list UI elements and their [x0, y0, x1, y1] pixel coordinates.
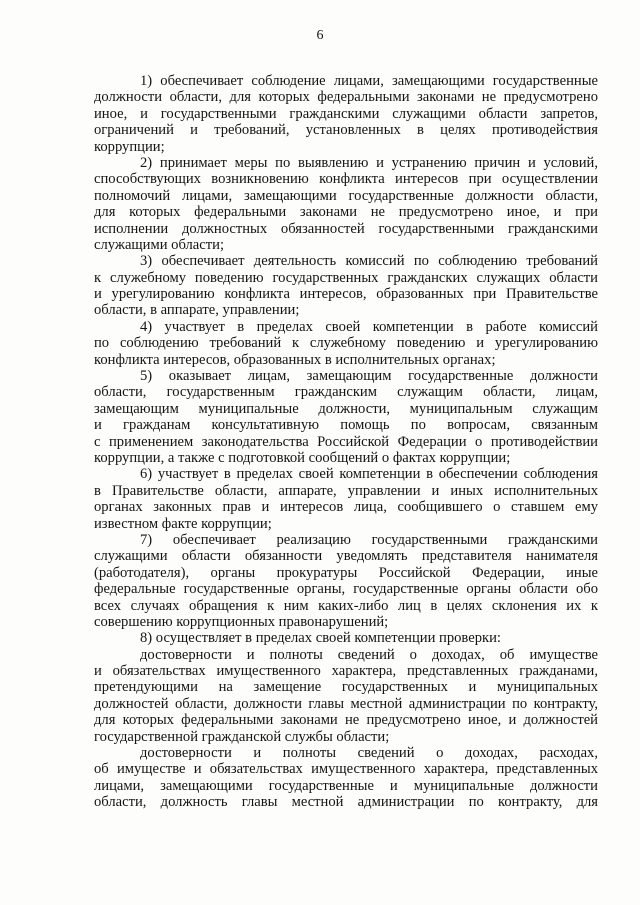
text-line: всех случаях обращения к ним каких-либо лиц в целях склонения их к [94, 597, 598, 614]
text-line: конфликта интересов, образованных в исполнительных органах; [94, 351, 496, 368]
paragraph [94, 155, 598, 253]
text-line: 5) оказывает лицам, замещающим государственные должности [140, 368, 598, 385]
text-line: достоверности и полноты сведений о доходах, об имуществе [140, 646, 598, 663]
text-line: для которых федеральными законами не предусмотрено иное, и при [94, 204, 598, 221]
text-line: и гражданам консультативную помощь по вопросам, связанным [94, 417, 598, 434]
text-line: области, должность главы местной администрации по контракту, для [94, 794, 598, 811]
paragraph [94, 466, 598, 532]
text-line: в Правительстве области, аппарате, управлении и иных исполнительных [94, 482, 598, 499]
text-line: служащими области; [94, 236, 225, 253]
text-line: полномочий лицами, замещающими государственные должности области, [94, 187, 598, 204]
text-line: достоверности и полноты сведений о доходах, расходах, [140, 745, 598, 762]
text-line: коррупции; [94, 138, 165, 155]
text-line: ограничений и требований, установленных в целях противодействия [94, 122, 598, 139]
paragraph [94, 647, 598, 745]
paragraph [94, 368, 598, 466]
text-line: 1) обеспечивает соблюдение лицами, замещающими государственные [140, 73, 598, 89]
text-line: области, в аппарате, управлении; [94, 302, 300, 319]
text-line: должности области, для которых федеральными законами не предусмотрено [94, 89, 598, 106]
paragraph [94, 532, 598, 630]
paragraph [94, 73, 598, 155]
paragraph [94, 319, 598, 368]
paragraph [94, 630, 598, 646]
text-line: и урегулированию конфликта интересов, образованных при Правительстве [94, 286, 598, 303]
text-line: исполнении должностных обязанностей государственными гражданскими [94, 220, 598, 237]
text-line: замещающим муниципальные должности, муниципальным служащим [94, 400, 598, 417]
text-line: способствующих возникновению конфликта интересов при осуществлении [94, 171, 598, 188]
text-line: к служебному поведению государственных гражданских служащих области [94, 269, 598, 286]
paragraph [94, 253, 598, 319]
page-number: 6 [316, 28, 324, 43]
text-line: 3) обеспечивает деятельность комиссий по соблюдению требований [140, 253, 598, 270]
text-line: коррупции, а также с подготовкой сообщений о фактах коррупции; [94, 449, 511, 466]
text-line: и обязательствах имущественного характера, представленных гражданами, [94, 663, 598, 680]
text-line: совершению коррупционных правонарушений; [94, 613, 389, 630]
text-line: по соблюдению требований к служебному поведению и урегулированию [94, 335, 598, 352]
text-line: известном факте коррупции; [94, 515, 272, 532]
text-line: служащими области обязанности уведомлять представителя нанимателя [94, 548, 598, 565]
text-line: федеральные государственные органы, государственные органы области обо [94, 581, 598, 598]
text-line: органах законных прав и интересов лица, сообщившего о ставшем ему [94, 499, 598, 516]
document-body [94, 73, 598, 811]
text-line: 7) обеспечивает реализацию государственными гражданскими [140, 531, 598, 548]
text-line: государственной гражданской службы области; [94, 728, 390, 745]
text-line: (работодателя), органы прокуратуры Российской Федерации, иные [94, 564, 598, 581]
paragraph [94, 745, 598, 811]
text-line: области, государственным гражданским служащим области, лицам, [94, 384, 598, 401]
text-line: должностей области, должности главы местной администрации по контракту, [94, 695, 598, 712]
text-line: 4) участвует в пределах своей компетенции в работе комиссий [140, 318, 598, 335]
text-line: претендующими на замещение государственных и муниципальных [94, 679, 598, 696]
text-line: для которых федеральными законами не предусмотрено иное, и должностей [94, 712, 598, 729]
text-line: 8) осуществляет в пределах своей компетенции проверки: [140, 630, 501, 647]
text-line: 2) принимает меры по выявлению и устранению причин и условий, [140, 154, 598, 171]
text-line: 6) участвует в пределах своей компетенции в обеспечении соблюдения [140, 466, 598, 483]
text-line: иное, и государственными гражданскими служащими области запретов, [94, 105, 598, 122]
text-line: об имуществе и обязательствах имущественного характера, представленных [94, 761, 598, 778]
text-line: лицами, замещающими государственные и муниципальные должности [94, 777, 598, 794]
text-line: с применением законодательства Российской Федерации о противодействии [94, 433, 598, 450]
